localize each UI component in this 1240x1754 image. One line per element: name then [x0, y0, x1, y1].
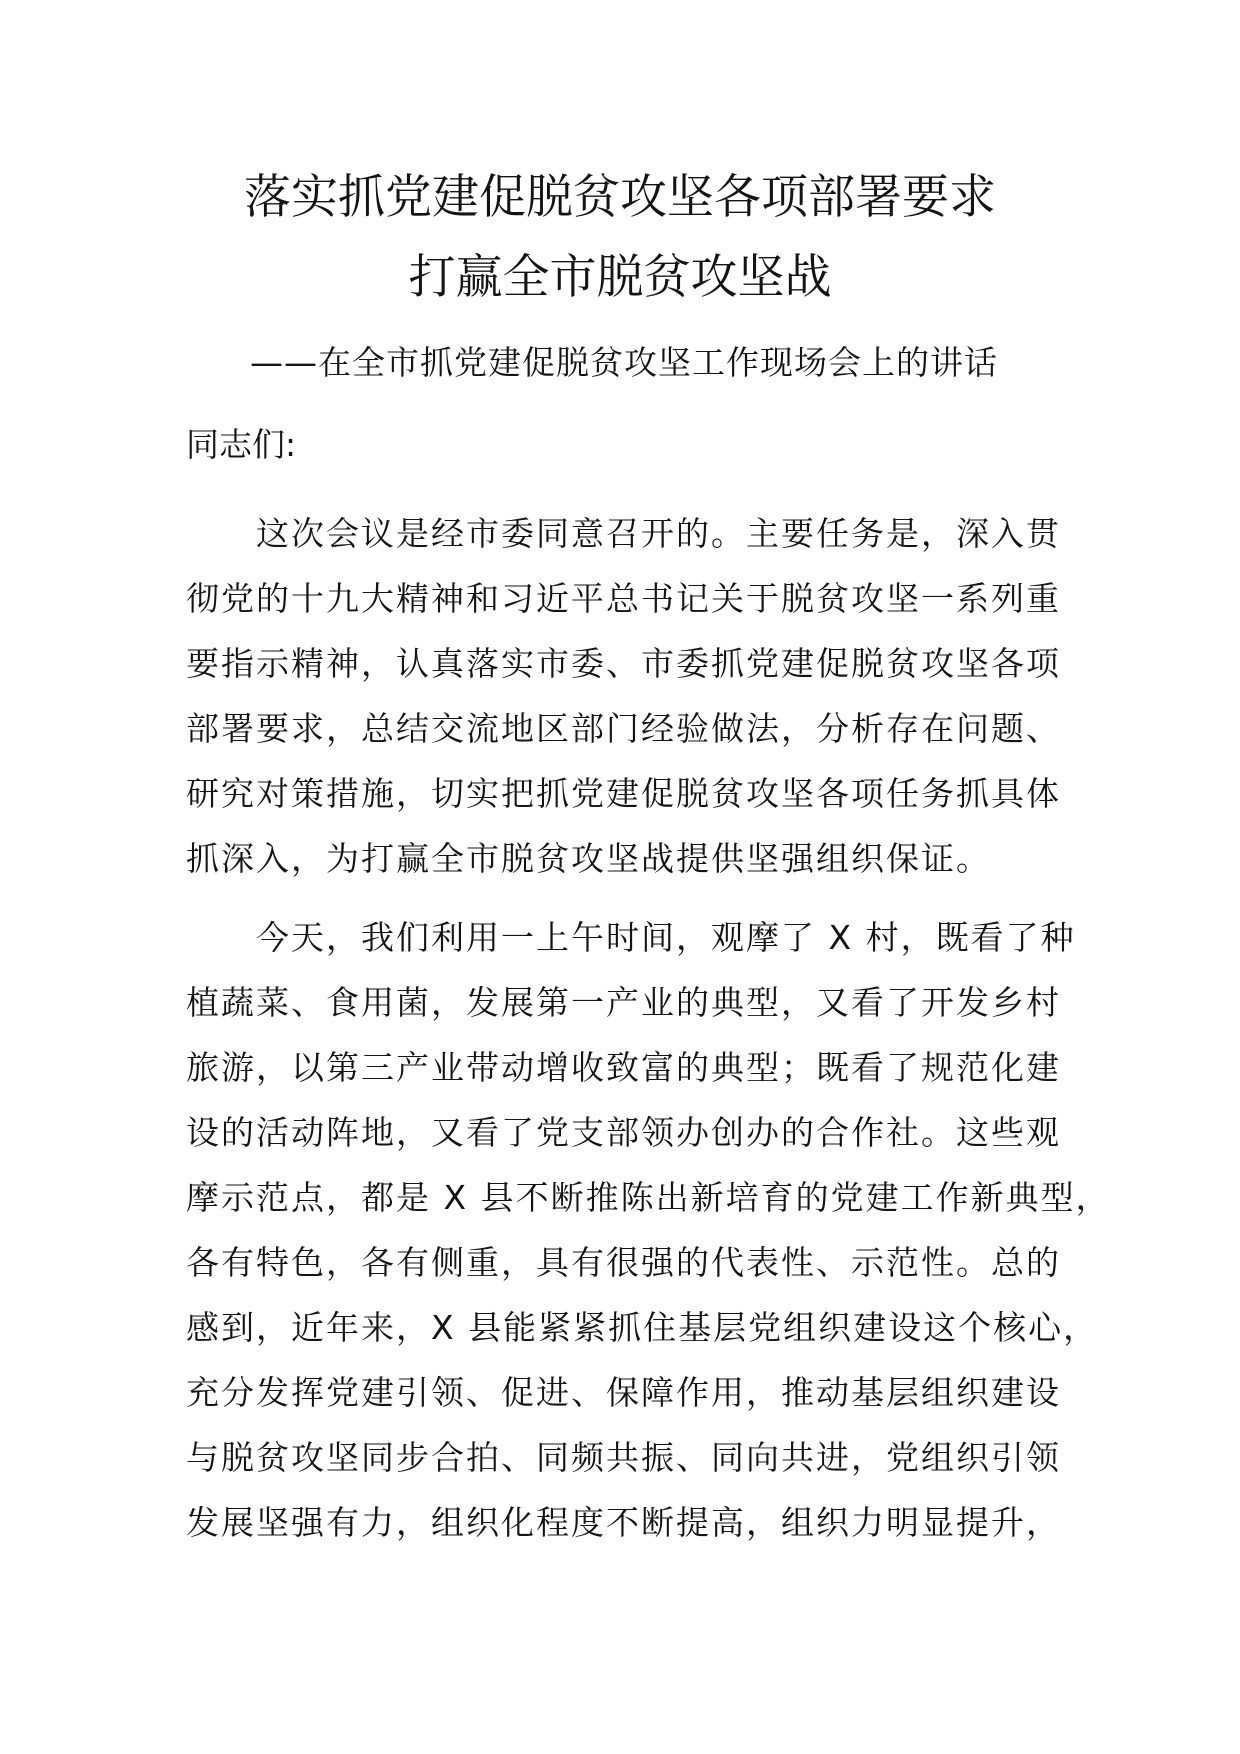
paragraph-line: 旅游，以第三产业带动增收致富的典型；既看了规范化建 — [186, 1048, 1061, 1087]
paragraph-line: 今天，我们利用一上午时间，观摩了 X 村，既看了种 — [256, 918, 1076, 957]
paragraph-line: 研究对策措施，切实把抓党建促脱贫攻坚各项任务抓具体 — [186, 774, 1061, 813]
document-subtitle: ——在全市抓党建促脱贫攻坚工作现场会上的讲话 — [250, 343, 998, 382]
document-title-line-1: 落实抓党建促脱贫攻坚各项部署要求 — [244, 170, 996, 225]
paragraph-line: 彻党的十九大精神和习近平总书记关于脱贫攻坚一系列重 — [186, 579, 1061, 618]
paragraph-line: 各有特色，各有侧重，具有很强的代表性、示范性。总的 — [186, 1243, 1061, 1282]
paragraph-line: 部署要求，总结交流地区部门经验做法，分析存在问题、 — [186, 709, 1061, 748]
paragraph-line: 要指示精神，认真落实市委、市委抓党建促脱贫攻坚各项 — [186, 644, 1061, 683]
paragraph-line: 设的活动阵地，又看了党支部领办创办的合作社。这些观 — [186, 1113, 1061, 1152]
salutation: 同志们: — [186, 425, 297, 464]
paragraph-1 — [186, 501, 1061, 891]
paragraph-line: 摩示范点，都是 X 县不断推陈出新培育的党建工作新典型， — [186, 1178, 1111, 1217]
paragraph-line: 充分发挥党建引领、促进、保障作用，推动基层组织建设 — [186, 1373, 1061, 1412]
paragraph-line: 抓深入，为打赢全市脱贫攻坚战提供坚强组织保证。 — [186, 839, 991, 878]
paragraph-line: 感到，近年来，X 县能紧紧抓住基层党组织建设这个核心， — [186, 1308, 1099, 1347]
paragraph-2 — [186, 905, 1111, 1555]
paragraph-line: 这次会议是经市委同意召开的。主要任务是，深入贯 — [256, 514, 1061, 553]
document-title-line-2: 打赢全市脱贫攻坚战 — [408, 250, 832, 305]
paragraph-line: 植蔬菜、食用菌，发展第一产业的典型，又看了开发乡村 — [186, 983, 1061, 1022]
paragraph-line: 发展坚强有力，组织化程度不断提高，组织力明显提升， — [186, 1503, 1061, 1542]
paragraph-line: 与脱贫攻坚同步合拍、同频共振、同向共进，党组织引领 — [186, 1438, 1061, 1477]
